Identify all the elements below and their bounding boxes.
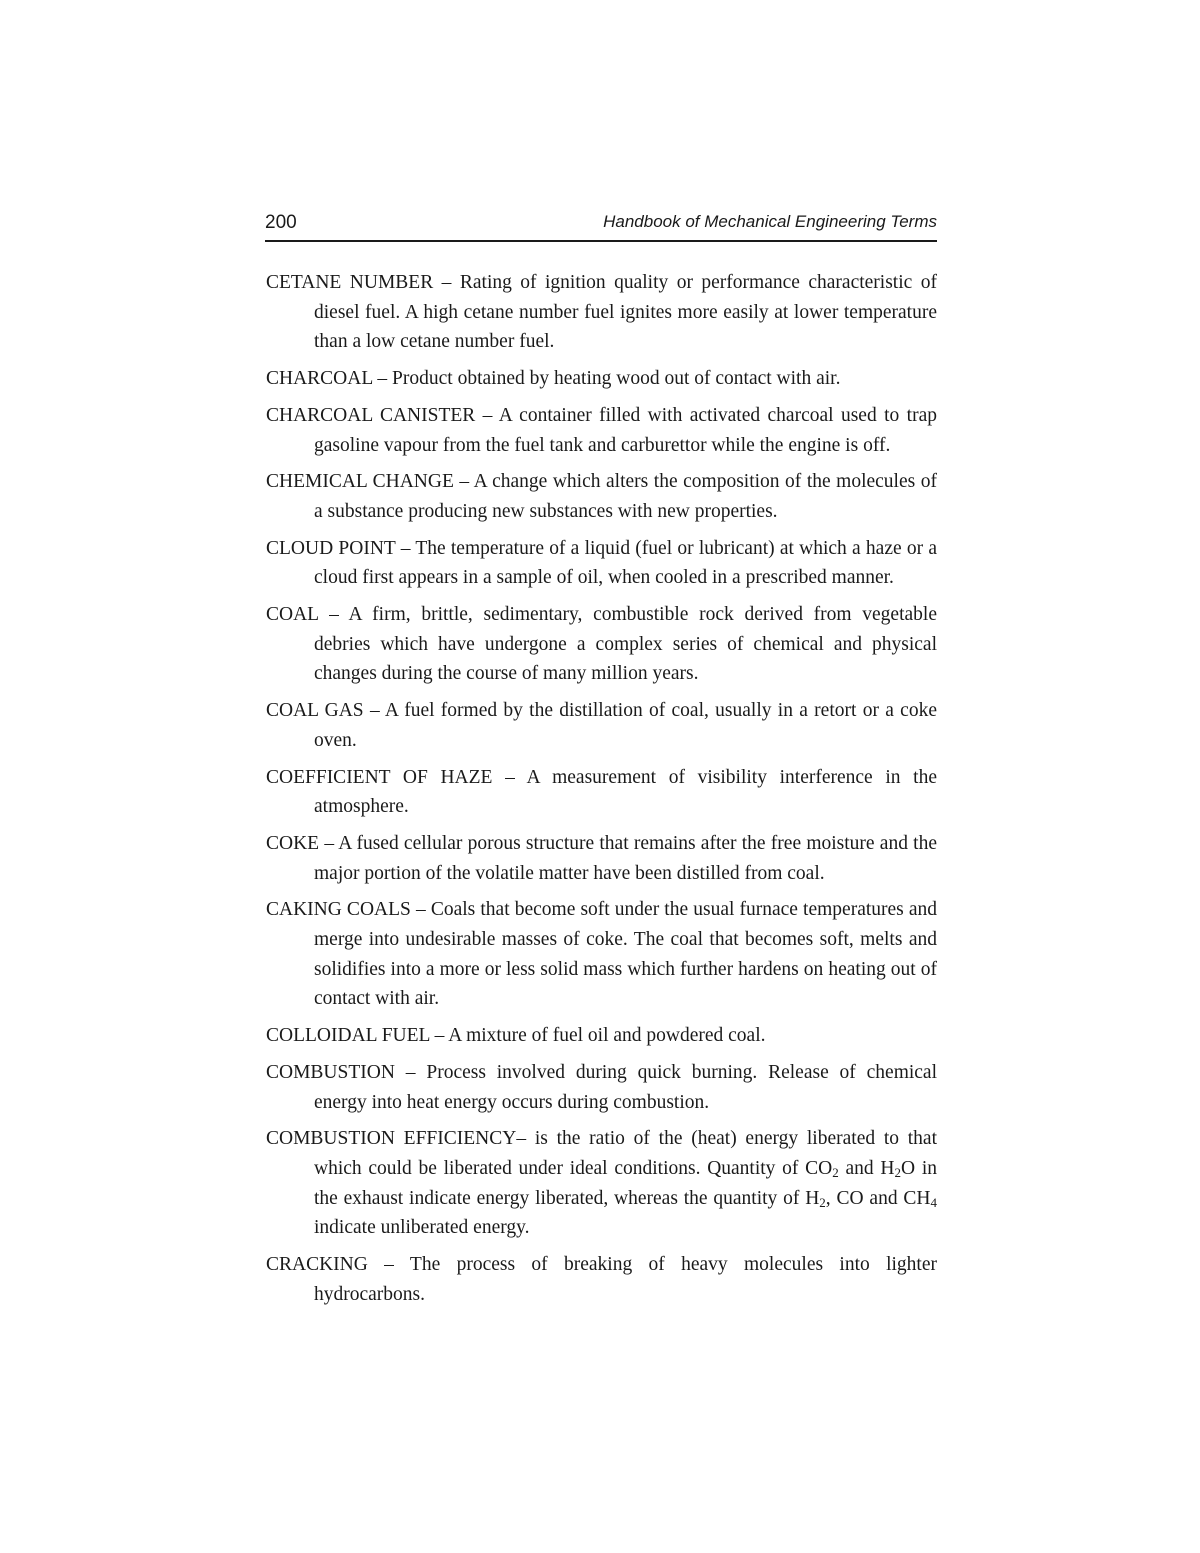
glossary-entry xyxy=(266,467,937,526)
glossary-entry xyxy=(266,534,937,593)
entry-term: CAKING COALS xyxy=(266,899,411,921)
formula-subscript: 4 xyxy=(930,1194,937,1210)
entry-term: COEFFICIENT OF HAZE xyxy=(266,766,493,788)
entry-definition: A measurement of visibility interference in the atmosphere. xyxy=(314,766,937,818)
definition-text: , CO and xyxy=(825,1187,904,1209)
formula-subscript: 2 xyxy=(894,1164,901,1180)
glossary-entry xyxy=(266,268,937,357)
running-head xyxy=(265,210,937,242)
formula-subscript: 2 xyxy=(832,1164,839,1180)
formula-ch4 xyxy=(903,1188,937,1209)
glossary-entry xyxy=(266,763,937,822)
glossary-entry xyxy=(266,364,937,394)
glossary-entry xyxy=(266,1058,937,1117)
formula-h2 xyxy=(805,1188,826,1209)
term-separator: – xyxy=(395,537,416,559)
term-separator: – xyxy=(372,368,393,390)
definition-text: and xyxy=(838,1157,881,1179)
glossary-entry xyxy=(266,1021,937,1051)
formula-text: H xyxy=(880,1157,895,1179)
entry-definition: A container filled with activated charcoal used to trap gasoline vapour from the fuel tank and carburettor while the engine is off. xyxy=(314,404,937,456)
term-separator: – xyxy=(475,404,499,426)
entry-definition: A fuel formed by the distillation of coal, usually in a retort or a coke oven. xyxy=(314,700,937,751)
entry-term: COKE xyxy=(266,832,320,854)
term-separator: – xyxy=(318,604,349,626)
glossary-entry xyxy=(266,600,937,689)
entry-definition: The temperature of a liquid (fuel or lubricant) at which a haze or a cloud first appears in a sample of oil, when cooled in a prescribed manner. xyxy=(314,537,937,589)
entry-term: CETANE NUMBER xyxy=(266,272,434,293)
entry-term: CHARCOAL xyxy=(266,368,373,390)
entry-definition: Coals that become soft under the usual furnace temperatures and merge into undesirable masses of coke. The coal that becomes soft, melts and solidifies into a more or less solid mass which further hardens on heating out of contact with air. xyxy=(314,899,938,1010)
page-number: 200 xyxy=(265,212,297,233)
formula-text: CO xyxy=(805,1157,833,1179)
entry-definition: Rating of ignition quality or performance characteristic of diesel fuel. A high cetane number fuel ignites more easily at lower temperature than a low cetane number fuel. xyxy=(314,272,937,353)
entry-term: COAL GAS xyxy=(266,700,364,722)
formula-text: O xyxy=(901,1157,916,1179)
formula-h2o xyxy=(880,1158,915,1179)
entry-term: COAL xyxy=(266,604,319,626)
entry-term: CRACKING xyxy=(266,1254,368,1276)
entry-definition: Process involved during quick burning. Release of chemical energy into heat energy occurs during combustion. xyxy=(314,1061,938,1113)
glossary-entry xyxy=(266,401,937,460)
entry-term: CHEMICAL CHANGE xyxy=(266,471,454,493)
entry-definition: A fused cellular porous structure that remains after the free moisture and the major portion of the volatile matter have been distilled from coal. xyxy=(314,832,937,884)
entry-definition: A mixture of fuel oil and powdered coal. xyxy=(448,1025,766,1047)
term-separator: – xyxy=(394,1061,427,1083)
entry-term: COMBUSTION xyxy=(266,1061,395,1083)
formula-text: H xyxy=(805,1187,820,1209)
term-separator: – xyxy=(367,1254,410,1276)
formula-text: CH xyxy=(903,1187,931,1209)
formula-co2 xyxy=(805,1158,839,1179)
glossary-list xyxy=(266,268,937,1317)
book-title: Handbook of Mechanical Engineering Terms xyxy=(603,212,937,231)
entry-definition: A firm, brittle, sedimentary, combustible rock derived from vegetable debries which have undergone a complex series of chemical and physical changes during the course of many million years. xyxy=(314,604,937,685)
definition-text: is the ratio of the (heat) energy liberated to that which could be liberated under ideal conditions. Quantity of xyxy=(314,1128,938,1179)
term-separator: – xyxy=(410,899,431,921)
glossary-entry xyxy=(266,1250,937,1309)
glossary-entry xyxy=(266,696,937,755)
entry-definition: The process of breaking of heavy molecules into lighter hydrocarbons. xyxy=(314,1254,937,1305)
entry-term: CHARCOAL CANISTER xyxy=(266,404,476,426)
glossary-entry xyxy=(266,1124,937,1243)
term-separator: – xyxy=(433,272,460,293)
definition-text: in the exhaust indicate energy liberated, whereas the quantity of xyxy=(314,1157,938,1209)
term-separator: – xyxy=(429,1025,449,1047)
term-separator: – xyxy=(492,766,527,788)
term-separator: – xyxy=(319,832,339,854)
term-separator: – xyxy=(516,1128,535,1150)
glossary-entry xyxy=(266,895,937,1014)
entry-term: COMBUSTION EFFICIENCY xyxy=(266,1128,517,1150)
entry-definition: A change which alters the composition of the molecules of a substance producing new substances with new properties. xyxy=(314,471,937,522)
glossary-entry xyxy=(266,829,937,888)
entry-term: COLLOIDAL FUEL xyxy=(266,1025,430,1047)
term-separator: – xyxy=(363,700,385,722)
formula-subscript: 2 xyxy=(819,1194,826,1210)
entry-definition: Product obtained by heating wood out of contact with air. xyxy=(392,368,841,390)
definition-text: indicate unliberated energy. xyxy=(314,1217,530,1239)
entry-term: CLOUD POINT xyxy=(266,537,396,559)
term-separator: – xyxy=(453,471,474,493)
